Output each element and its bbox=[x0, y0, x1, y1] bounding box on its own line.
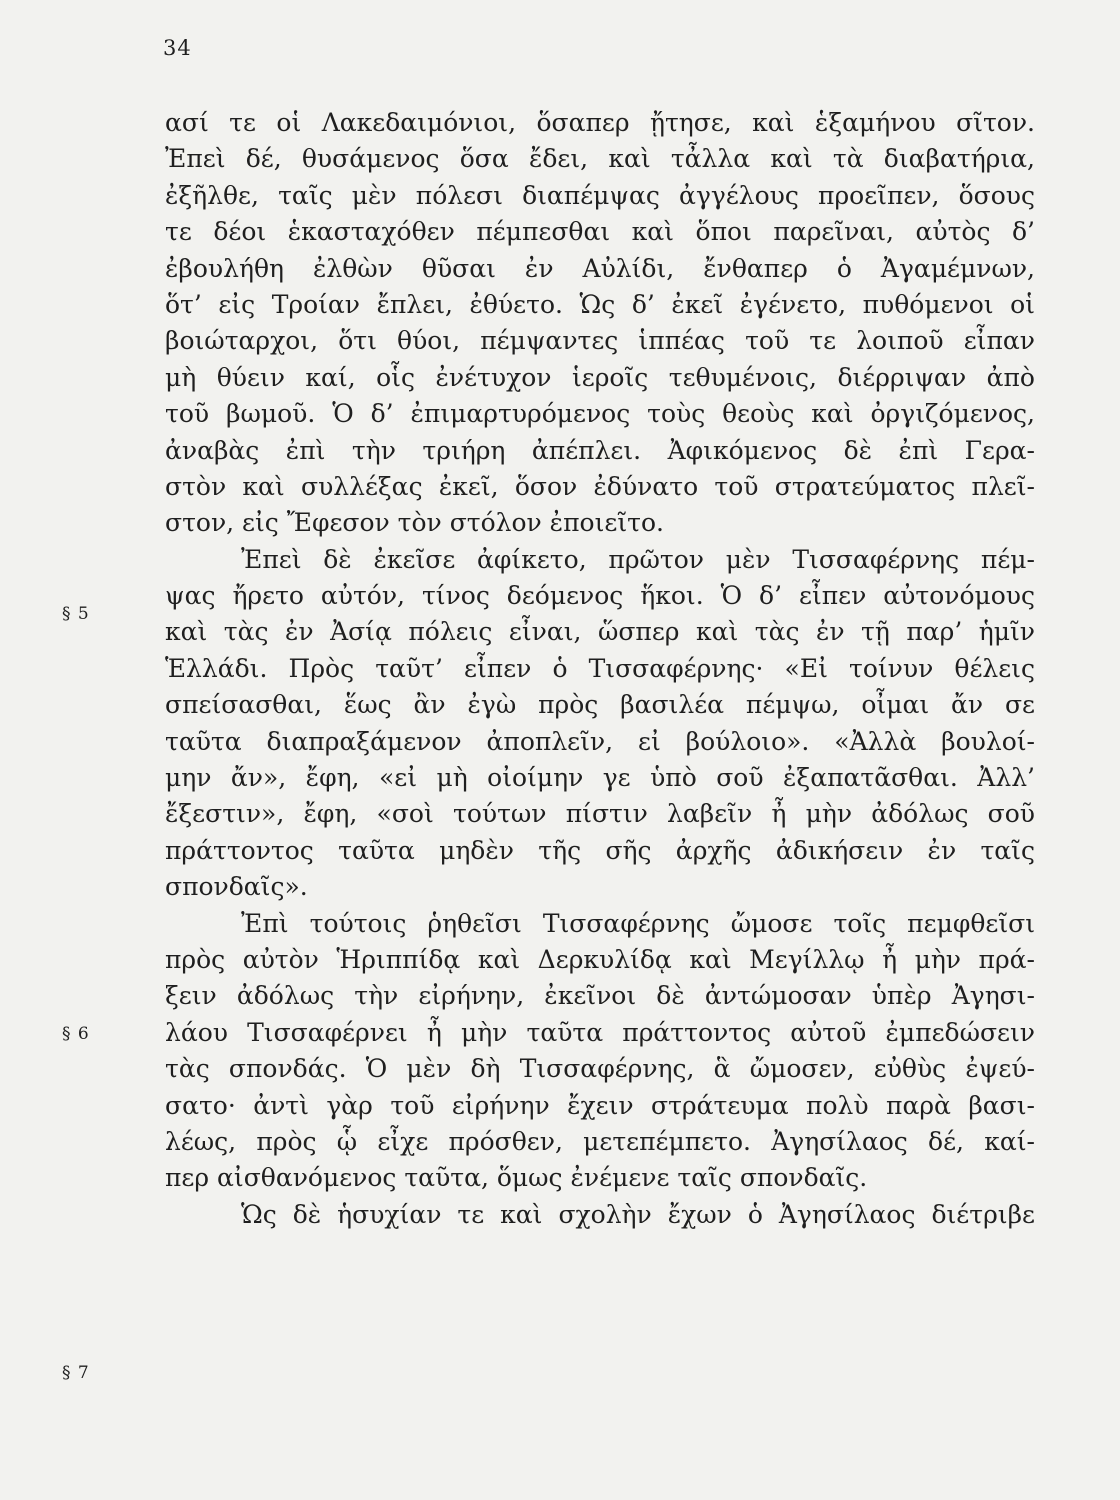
text-line: ξειν ἀδόλως τὴν εἰρήνην, ἐκεῖνοι δὲ ἀντώμοσαν ὑπὲρ Ἀγησι- bbox=[165, 981, 1035, 1011]
text-line: σπονδαῖς». bbox=[165, 872, 308, 902]
text-line: καὶ τὰς ἐν Ἀσίᾳ πόλεις εἶναι, ὥσπερ καὶ τὰς ἐν τῇ παρ’ ἡμῖν bbox=[165, 617, 1035, 647]
text-line: τε δέοι ἑκασταχόθεν πέμπεσθαι καὶ ὅποι παρεῖναι, αὐτὸς δ’ bbox=[165, 217, 1035, 247]
text-line: περ αἰσθανόμενος ταῦτα, ὅμως ἐνέμενε ταῖς σπονδαῖς. bbox=[165, 1163, 868, 1193]
section-mark-6: § 6 bbox=[62, 1024, 90, 1044]
text-line: λάου Τισσαφέρνει ἦ μὴν ταῦτα πράττοντος αὐτοῦ ἐμπεδώσειν bbox=[165, 1017, 1035, 1047]
section-mark-7: § 7 bbox=[62, 1363, 90, 1383]
text-line: στὸν καὶ συλλέξας ἐκεῖ, ὅσον ἐδύνατο τοῦ στρατεύματος πλεῖ- bbox=[165, 471, 1035, 501]
text-line: λέως, πρὸς ᾧ εἶχε πρόσθεν, μετεπέμπετο. Ἀγησίλαος δέ, καί- bbox=[165, 1126, 1035, 1156]
text-line: σατο· ἀντὶ γὰρ τοῦ εἰρήνην ἔχειν στράτευμα πολὺ παρὰ βασι- bbox=[165, 1090, 1035, 1120]
text-line: σπείσασθαι, ἕως ἂν ἐγὼ πρὸς βασιλέα πέμψω, οἶμαι ἄν σε bbox=[165, 690, 1035, 720]
text-line: ταῦτα διαπραξάμενον ἀποπλεῖν, εἰ βούλοιο». «Ἀλλὰ βουλοί- bbox=[165, 726, 1035, 756]
section-mark-5: § 5 bbox=[62, 604, 90, 624]
text-line: Ὡς δὲ ἡσυχίαν τε καὶ σχολὴν ἔχων ὁ Ἀγησίλαος διέτριβε bbox=[241, 1199, 1035, 1229]
text-line: μην ἄν», ἔφη, «εἰ μὴ οἰοίμην γε ὑπὸ σοῦ ἐξαπατᾶσθαι. Ἀλλ’ bbox=[165, 763, 1035, 793]
text-line: ἐβουλήθη ἐλθὼν θῦσαι ἐν Αὐλίδι, ἔνθαπερ ὁ Ἀγαμέμνων, bbox=[165, 253, 1035, 283]
main-text bbox=[165, 105, 1035, 1233]
text-line: ψας ἤρετο αὐτόν, τίνος δεόμενος ἥκοι. Ὁ δ’ εἶπεν αὐτονόμους bbox=[165, 581, 1035, 611]
text-line: στον, εἰς Ἔφεσον τὸν στόλον ἐποιεῖτο. bbox=[165, 508, 664, 538]
text-line: Ἐπεὶ δὲ ἐκεῖσε ἀφίκετο, πρῶτον μὲν Τισσαφέρνης πέμ- bbox=[241, 544, 1035, 574]
text-line: ὅτ’ εἰς Τροίαν ἔπλει, ἐθύετο. Ὡς δ’ ἐκεῖ ἐγένετο, πυθόμενοι οἱ bbox=[165, 289, 1035, 319]
text-line: βοιώταρχοι, ὅτι θύοι, πέμψαντες ἱππέας τοῦ τε λοιποῦ εἶπαν bbox=[165, 326, 1035, 356]
text-line: τὰς σπονδάς. Ὁ μὲν δὴ Τισσαφέρνης, ἃ ὤμοσεν, εὐθὺς ἐψεύ- bbox=[165, 1054, 1035, 1084]
text-line: τοῦ βωμοῦ. Ὁ δ’ ἐπιμαρτυρόμενος τοὺς θεοὺς καὶ ὀργιζόμενος, bbox=[165, 399, 1035, 429]
text-line: πρὸς αὐτὸν Ἡριππίδᾳ καὶ Δερκυλίδᾳ καὶ Μεγίλλῳ ἦ μὴν πρά- bbox=[165, 944, 1035, 974]
text-line: πράττοντος ταῦτα μηδὲν τῆς σῆς ἀρχῆς ἀδικήσειν ἐν ταῖς bbox=[165, 835, 1035, 865]
text-line: ἀναβὰς ἐπὶ τὴν τριήρη ἀπέπλει. Ἀφικόμενος δὲ ἐπὶ Γερα- bbox=[165, 435, 1035, 465]
text-line: Ἑλλάδι. Πρὸς ταῦτ’ εἶπεν ὁ Τισσαφέρνης· «Εἰ τοίνυν θέλεις bbox=[165, 653, 1035, 683]
text-line: μὴ θύειν καί, οἷς ἐνέτυχον ἱεροῖς τεθυμένοις, διέρριψαν ἀπὸ bbox=[165, 362, 1035, 392]
text-line: ἐξῆλθε, ταῖς μὲν πόλεσι διαπέμψας ἀγγέλους προεῖπεν, ὅσους bbox=[165, 180, 1035, 210]
text-line: Ἐπεὶ δέ, θυσάμενος ὅσα ἔδει, καὶ τἆλλα καὶ τὰ διαβατήρια, bbox=[165, 144, 1035, 174]
text-line: ἔξεστιν», ἔφη, «σοὶ τούτων πίστιν λαβεῖν ἦ μὴν ἀδόλως σοῦ bbox=[165, 799, 1035, 829]
text-line: Ἐπὶ τούτοις ῥηθεῖσι Τισσαφέρνης ὤμοσε τοῖς πεμφθεῖσι bbox=[241, 908, 1035, 938]
text-line: ασί τε οἱ Λακεδαιμόνιοι, ὅσαπερ ᾔτησε, καὶ ἑξαμήνου σῖτον. bbox=[165, 108, 1035, 137]
page-number: 34 bbox=[163, 36, 192, 60]
